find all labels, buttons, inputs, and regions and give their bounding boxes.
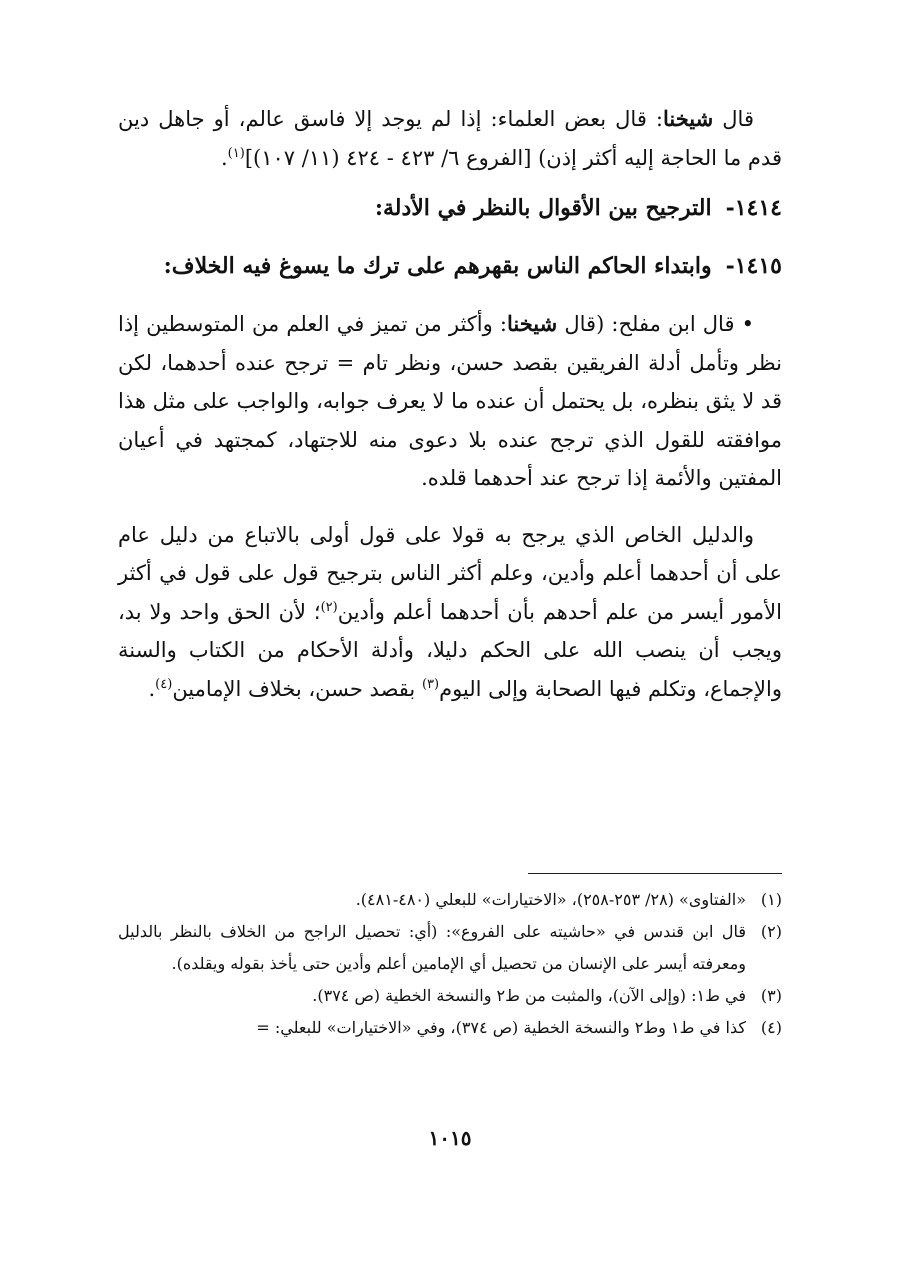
footnote-1	[118, 884, 782, 916]
text-run: : وأكثر من تميز في العلم من المتوسطين إذا نظر وتأمل أدلة الفريقين بقصد حسن، ونظر تام = ترجح عنده أحدهما، لكن قد لا يثق بنظره، بل يحتمل أن عنده ما لا يعرف جوابه، والواجب على مثل هذا موافقته للقول الذي ترجح عنده بلا دعوى منه للاجتهاد، كمجتهد في أعيان المفتين والأئمة إذا ترجح عند أحدهما قلده.	[118, 312, 782, 490]
section-title: الترجيح بين الأقوال بالنظر في الأدلة:	[374, 195, 712, 221]
footnote-separator	[528, 873, 782, 874]
text-run: والدليل الخاص الذي يرجح به قولا على قول أولى بالاتباع من دليل عام على أن أحدهما أعلم وأدين، وعلم أكثر الناس بترجيح قول على قول في أكثر الأمور أيسر من علم أحدهم بأن أحدهما أعلم وأدين	[118, 522, 782, 624]
footnote-ref-1[interactable]: (١)	[227, 145, 245, 161]
text-run: : قال بعض العلماء: إذا لم يوجد إلا فاسق عالم، أو جاهل دين قدم ما الحاجة إليه أكثر إذن) [الفروع ٦/ ٤٢٣ - ٤٢٤ (١١/ ١٠٧)]	[118, 107, 782, 170]
section-heading-1414	[118, 189, 782, 227]
section-number: ١٤١٥-	[725, 253, 782, 279]
text-run: بقصد حسن، بخلاف الإمامين	[172, 676, 422, 701]
text-run: .	[220, 145, 228, 170]
keyword-shaykhuna: شيخنا	[663, 106, 714, 131]
footnote-2	[118, 916, 782, 980]
section-heading-1415	[118, 247, 782, 285]
paragraph-quote-continuation	[118, 100, 782, 177]
page-number: ١٠١٥	[428, 1126, 472, 1150]
section-title: وابتداء الحاكم الناس بقهرهم على ترك ما يسوغ فيه الخلاف:	[163, 253, 712, 279]
footnote-number: (٤)	[760, 1018, 782, 1037]
text-run: ؛ لأن الحق واحد ولا بد، ويجب أن ينصب الله على الحكم دليلا، وأدلة الأحكام من الكتاب والسنة والإجماع، وتكلم فيها الصحابة وإلى اليوم	[118, 599, 782, 701]
text-run: قال	[713, 107, 754, 131]
paragraph-ibn-muflih	[118, 305, 782, 498]
footnote-number: (٢)	[760, 922, 782, 941]
text-run: • قال ابن مفلح: (قال	[557, 312, 755, 336]
footnote-text: كذا في ط١ وط٢ والنسخة الخطية (ص ٣٧٤)، وفي «الاختيارات» للبعلي: =	[256, 1018, 746, 1037]
footnote-text: «الفتاوى» (٢٨/ ٢٥٣-٢٥٨)، «الاختيارات» للبعلي (٤٨٠-٤٨١).	[355, 890, 746, 909]
footnote-4	[118, 1012, 782, 1044]
text-run: .	[148, 676, 156, 701]
section-number: ١٤١٤-	[725, 195, 782, 221]
footnotes	[118, 884, 782, 1044]
footnote-ref-4[interactable]: (٤)	[155, 676, 173, 692]
footnote-text: في ط١: (وإلى الآن)، والمثبت من ط٢ والنسخة الخطية (ص ٣٧٤).	[312, 986, 746, 1005]
paragraph-special-evidence	[118, 516, 782, 709]
footnote-number: (٣)	[760, 986, 782, 1005]
footnote-ref-2[interactable]: (٢)	[320, 599, 338, 615]
footnote-ref-3[interactable]: (٣)	[421, 676, 440, 692]
main-text	[118, 100, 782, 708]
footnote-number: (١)	[760, 890, 782, 909]
footnote-3	[118, 980, 782, 1012]
keyword-shaykhuna: شيخنا	[507, 311, 558, 336]
footnote-text: قال ابن قندس في «حاشيته على الفروع»: (أي: تحصيل الراجح من الخلاف بالنظر بالدليل ومعرفته أيسر على الإنسان من تحصيل أي الإمامين أعلم وأدين حتى يأخذ بقوله ويقلده).	[118, 922, 746, 973]
